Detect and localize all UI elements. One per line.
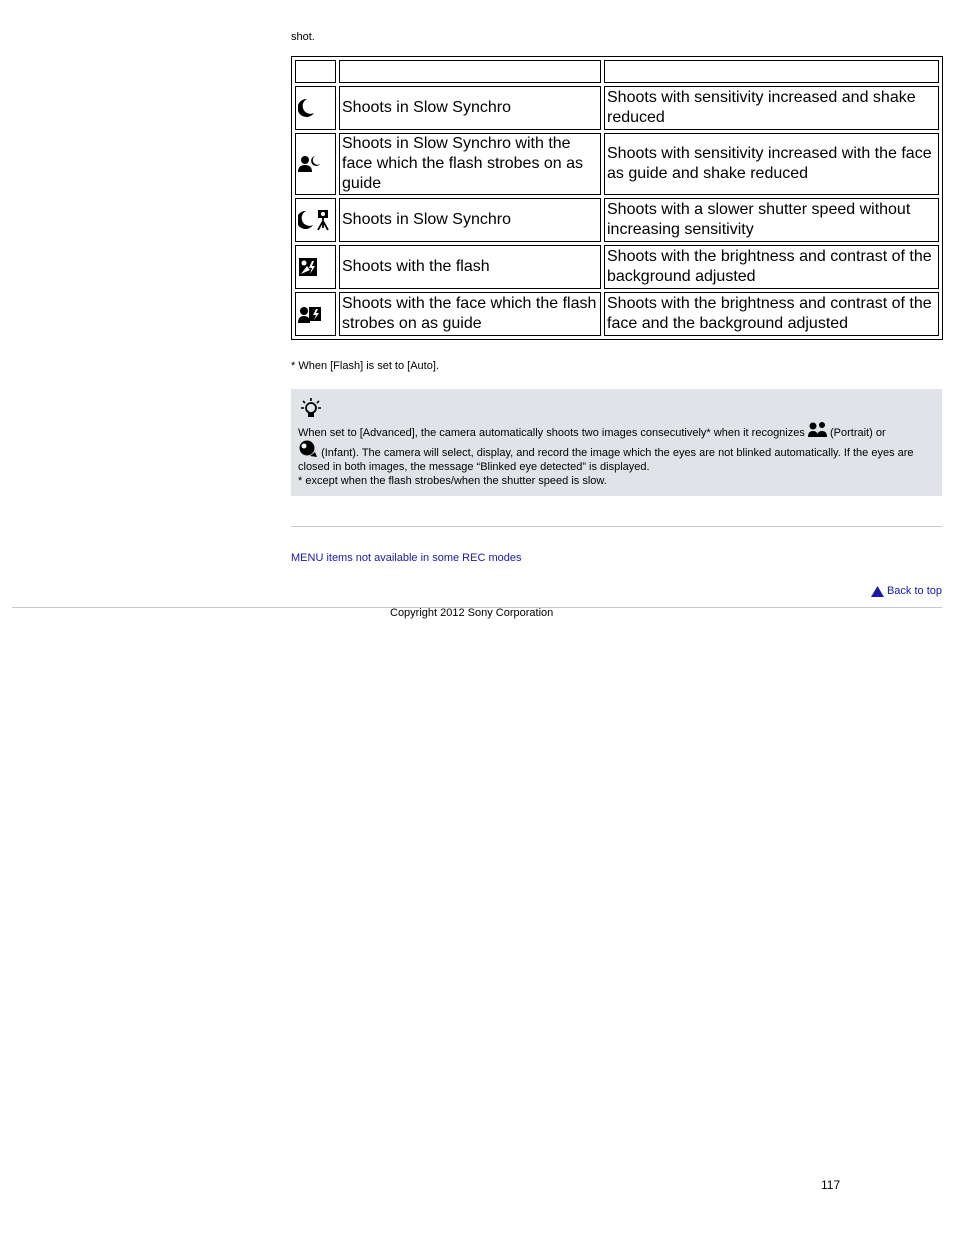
lightbulb-hint-icon [300, 397, 322, 419]
intro-text: shot. [291, 31, 315, 43]
page-number: 117 [821, 1178, 841, 1192]
infant-icon [298, 440, 318, 458]
table-cell: Shoots with sensitivity increased with the face as guide and shake reduced [604, 133, 939, 195]
copyright-text: Copyright 2012 Sony Corporation [390, 607, 554, 619]
menu-items-link[interactable]: MENU items not available in some REC modes [291, 552, 522, 564]
table-row [295, 198, 939, 242]
table-row [295, 133, 939, 195]
table-header-row [295, 60, 939, 83]
section-divider [291, 526, 942, 527]
flash-footnote: * When [Flash] is set to [Auto]. [291, 360, 439, 372]
table-cell: Shoots with the face which the flash strobes on as guide [339, 292, 601, 336]
table-cell: Shoots with the brightness and contrast of the background adjusted [604, 245, 939, 289]
table-cell: Shoots with the flash [339, 245, 601, 289]
table-header-cell [339, 60, 601, 83]
table-row [295, 245, 939, 289]
table-cell: Shoots with the brightness and contrast of the face and the background adjusted [604, 292, 939, 336]
table-cell: Shoots in Slow Synchro [339, 86, 601, 130]
back-to-top-link[interactable]: Back to top [871, 585, 942, 597]
table-cell: Shoots in Slow Synchro [339, 198, 601, 242]
table-row [295, 86, 939, 130]
table-cell: Shoots in Slow Synchro with the face which the flash strobes on as guide [339, 133, 601, 195]
hint-box [291, 389, 942, 496]
backlight-icon [298, 257, 318, 277]
mode-table [291, 56, 943, 340]
table-row [295, 292, 939, 336]
table-header-cell [295, 60, 336, 83]
portrait-icon [808, 421, 827, 438]
night-scene-icon [298, 97, 318, 119]
backlight-portrait-icon [298, 304, 322, 324]
night-portrait-icon [298, 153, 322, 175]
table-cell: Shoots with a slower shutter speed without increasing sensitivity [604, 198, 939, 242]
up-triangle-icon [871, 586, 884, 597]
night-scene-tripod-icon [298, 208, 332, 232]
table-header-cell [604, 60, 939, 83]
hint-text: When set to [Advanced], the camera automatically shoots two images consecutively* when it recognizes (Portrait) or (Infant). The camera will select, display, and record the image which the eyes are not blinked automatically. If the eyes are closed in both images, the message “Blinked eye detected” is displayed. * except when the flash strobes/when the shutter speed is slow. [298, 421, 938, 488]
table-cell: Shoots with sensitivity increased and shake reduced [604, 86, 939, 130]
